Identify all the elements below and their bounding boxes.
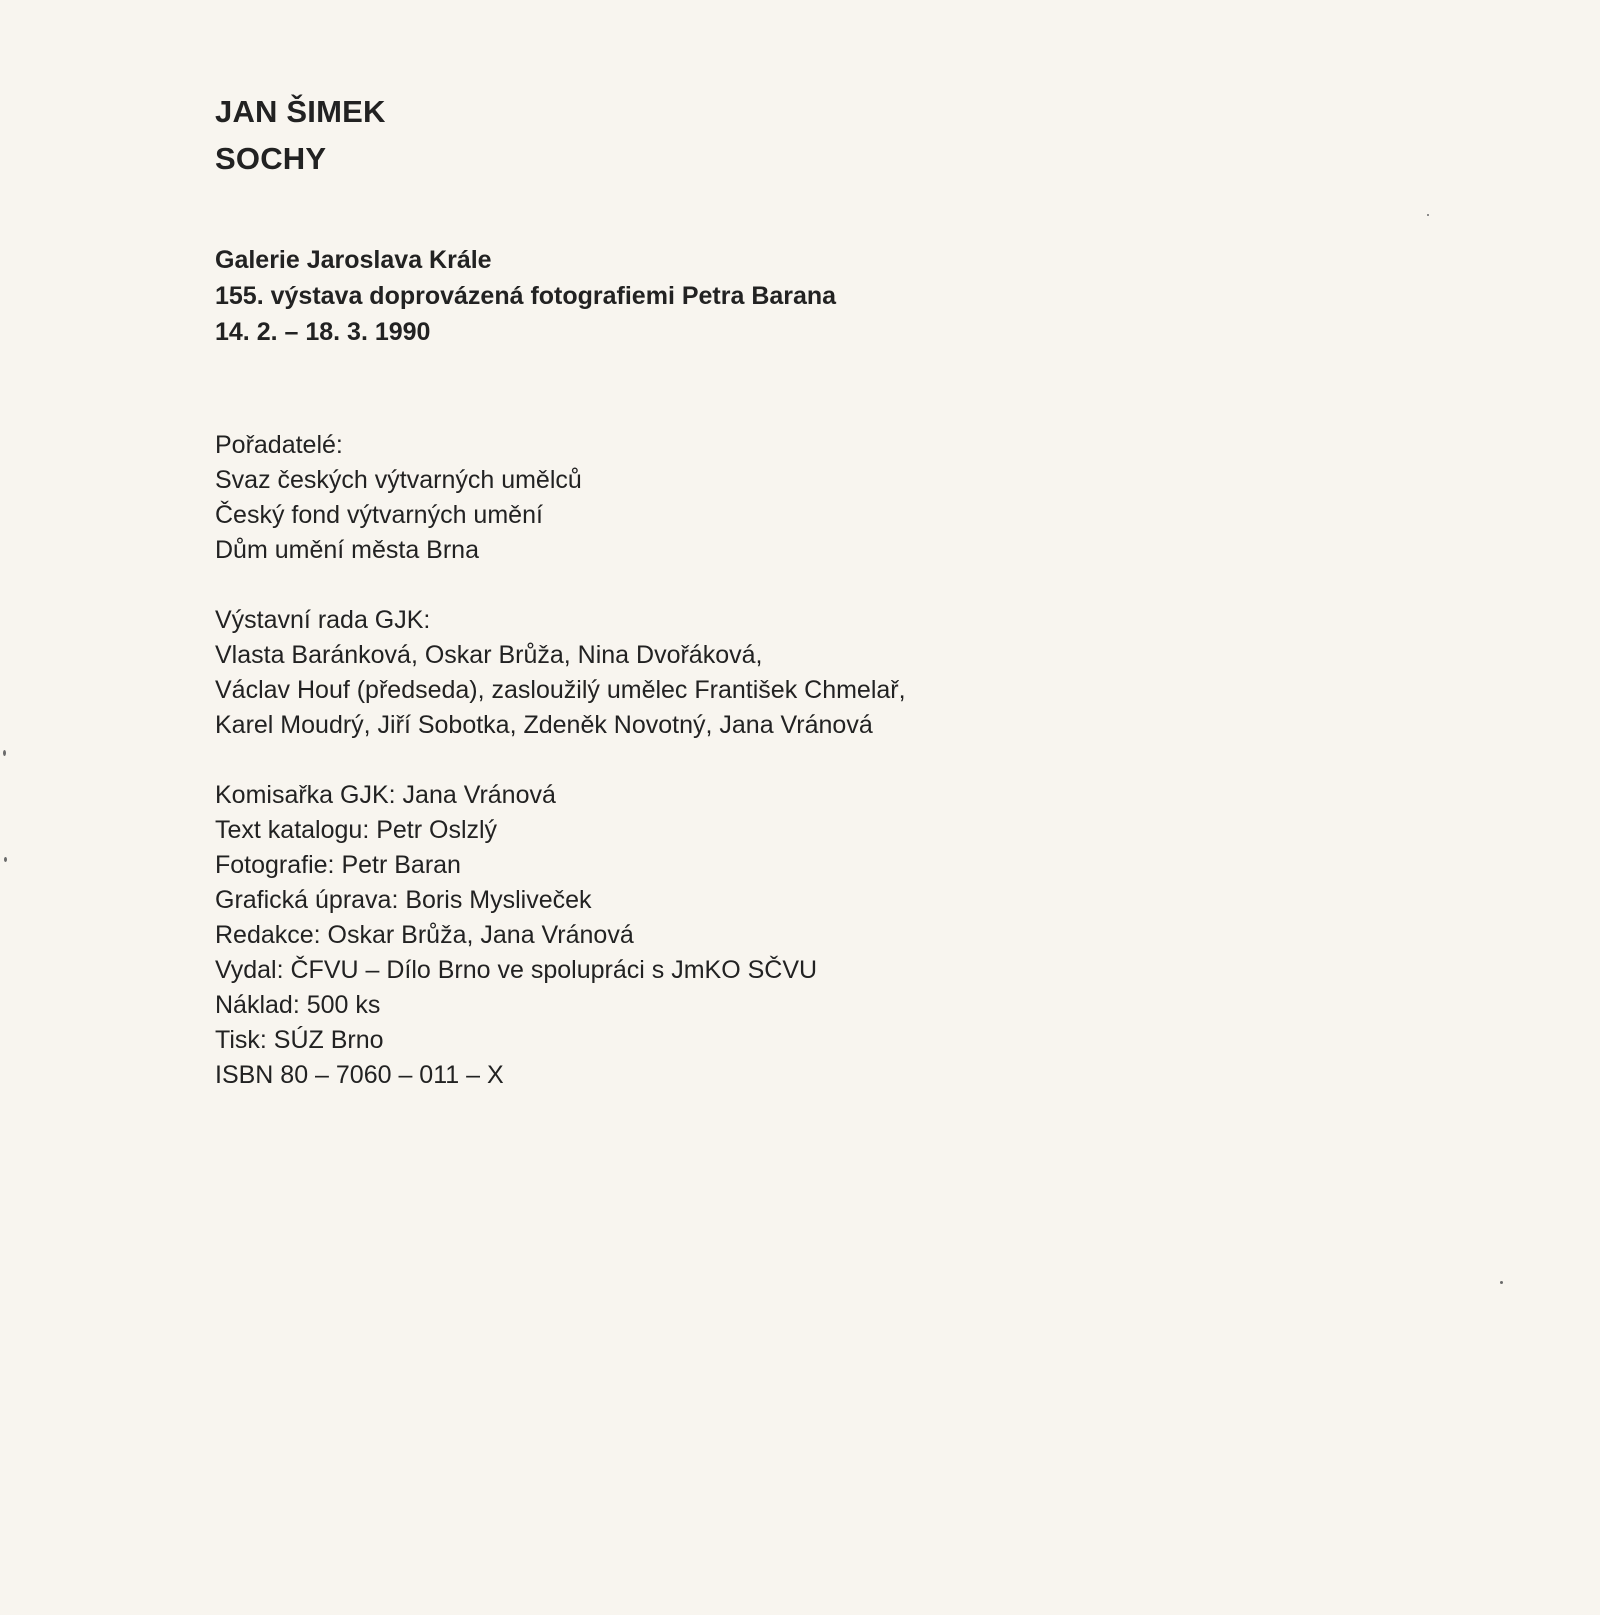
organizer-item: Dům umění města Brna: [215, 536, 479, 564]
colophon: [215, 88, 1415, 1089]
exhibition-council-section: [215, 603, 906, 743]
council-heading: Výstavní rada GJK:: [215, 606, 431, 634]
printer-credit: Tisk: SÚZ Brno: [215, 1026, 384, 1054]
exhibition-number: 155. výstava doprovázená fotografiemi Petra Barana: [215, 282, 837, 310]
text-credit: Text katalogu: Petr Oslzlý: [215, 816, 498, 844]
exhibition-dates: 14. 2. – 18. 3. 1990: [215, 318, 431, 346]
editor-credit: Redakce: Oskar Brůža, Jana Vránová: [215, 921, 634, 949]
catalog-title: [215, 88, 1415, 182]
paper-speck: [4, 857, 7, 862]
design-credit: Grafická úprava: Boris Mysliveček: [215, 886, 592, 914]
isbn: ISBN 80 – 7060 – 011 – X: [215, 1061, 504, 1089]
organizer-item: Český fond výtvarných umění: [215, 501, 543, 529]
artist-name: JAN ŠIMEK: [215, 94, 386, 129]
council-members-line: Václav Houf (předseda), zasloužilý umělec František Chmelař,: [215, 676, 906, 704]
council-members-line: Karel Moudrý, Jiří Sobotka, Zdeněk Novotný, Jana Vránová: [215, 711, 873, 739]
organizers-section: [215, 428, 582, 568]
curator-credit: Komisařka GJK: Jana Vránová: [215, 781, 556, 809]
paper-speck: [1427, 214, 1429, 216]
council-members-line: Vlasta Baránková, Oskar Brůža, Nina Dvořáková,: [215, 641, 763, 669]
catalog-subject: SOCHY: [215, 141, 327, 176]
organizer-item: Svaz českých výtvarných umělců: [215, 466, 582, 494]
gallery-info: [215, 242, 836, 350]
paper-speck: [1500, 1281, 1503, 1284]
gallery-name: Galerie Jaroslava Krále: [215, 246, 492, 274]
paper-speck: [3, 750, 6, 756]
credits-section: [215, 778, 817, 1093]
photo-credit: Fotografie: Petr Baran: [215, 851, 461, 879]
publisher-credit: Vydal: ČFVU – Dílo Brno ve spolupráci s JmKO SČVU: [215, 956, 818, 984]
organizers-heading: Pořadatelé:: [215, 431, 343, 459]
print-run: Náklad: 500 ks: [215, 991, 381, 1019]
